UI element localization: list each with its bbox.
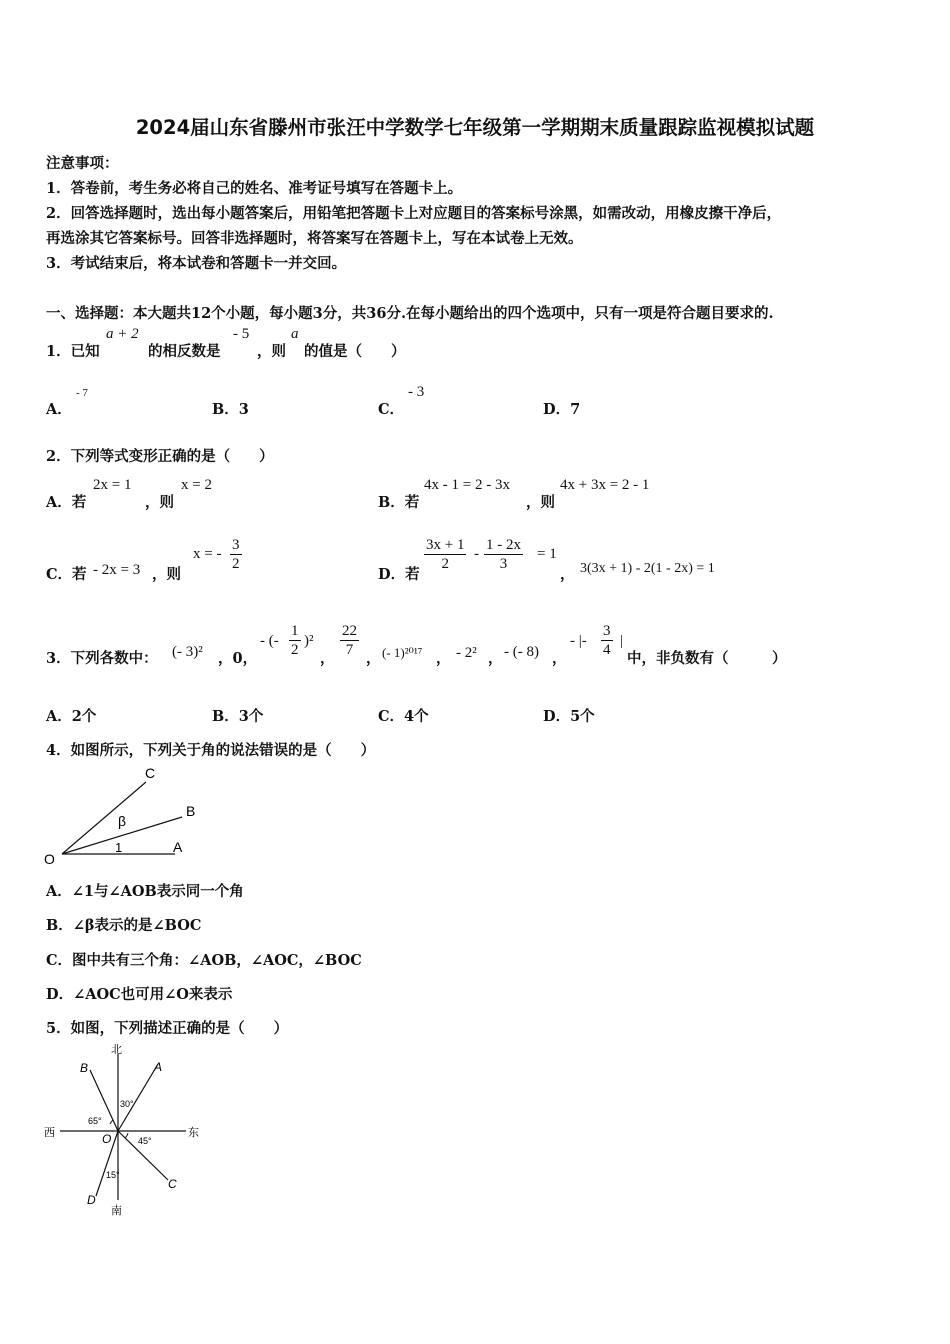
q2-d-equals: = 1 <box>537 546 557 562</box>
label-b: B <box>186 803 196 819</box>
q2-stem: 2．下列等式变形正确的是（ ） <box>46 448 274 465</box>
q1-option-b: B．3 <box>212 401 249 418</box>
label-a: A <box>173 839 183 855</box>
q3-option-a: A．2个 <box>46 708 97 725</box>
q3-term-2-denominator: 2 <box>291 642 299 658</box>
q3-term-7a: - |- <box>570 633 587 649</box>
arc-65 <box>110 1120 113 1124</box>
q3-term-7b: | <box>620 633 624 649</box>
notice-item-1: 1．答卷前，考生务必将自己的姓名、准考证号填写在答题卡上。 <box>46 180 463 197</box>
q2-d-numerator-1: 3x + 1 <box>426 537 465 553</box>
q2-b-if: B．若 <box>378 494 420 511</box>
ray-oc <box>62 782 146 854</box>
q3-option-d: D．5个 <box>543 708 595 725</box>
q3-tail: 中，非负数有（ ） <box>627 650 787 667</box>
q2-a-expr1: 2x = 1 <box>93 477 132 493</box>
q3-term-7-fraction <box>601 622 613 659</box>
notice-heading: 注意事项： <box>46 155 119 172</box>
q1-option-d: D．7 <box>543 401 581 418</box>
q3-option-b: B．3个 <box>212 708 264 725</box>
q2-b-then: ，则 <box>526 494 555 511</box>
q2-c-numerator: 3 <box>232 537 240 553</box>
q3-term-7-numerator: 3 <box>603 623 611 639</box>
label-angle-45: 45° <box>138 1136 152 1146</box>
label-b: B <box>80 1061 89 1075</box>
q2-b-expr1: 4x - 1 = 2 - 3x <box>424 477 510 493</box>
q2-d-denominator-1: 2 <box>441 556 449 572</box>
q1-part-1: 1．已知 <box>46 343 100 360</box>
q5-stem: 5．如图，下列描述正确的是（ ） <box>46 1020 289 1037</box>
q2-d-numerator-2: 1 - 2x <box>486 537 521 553</box>
q1-option-c-value: - 3 <box>408 384 425 400</box>
q1-expr-a-plus-2: a + 2 <box>106 326 139 342</box>
q3-term-3-numerator: 22 <box>342 623 357 639</box>
q3-term-6: - (- 8) <box>504 644 539 660</box>
q3-term-5: - 2² <box>456 645 477 661</box>
q2-d-fraction-2 <box>484 536 523 573</box>
q3-term-2a: - (- <box>260 633 279 649</box>
q2-d-if: D．若 <box>378 566 420 583</box>
q1-expr-neg5: - 5 <box>233 326 250 342</box>
q1-part-3: ，则 <box>257 343 286 360</box>
q2-c-expr1: - 2x = 3 <box>93 562 141 578</box>
q3-lead: 3．下列各数中： <box>46 650 158 667</box>
ray-oa <box>118 1064 158 1131</box>
q4-option-a: A．∠1与∠AOB表示同一个角 <box>46 883 244 900</box>
q2-c-if: C．若 <box>46 566 87 583</box>
q2-c-fraction <box>230 536 242 573</box>
notice-item-2b: 再选涂其它答案标号。回答非选择题时，将答案写在答题卡上，写在本试卷上无效。 <box>46 230 583 247</box>
q4-option-b: B．∠β表示的是∠BOC <box>46 917 202 934</box>
q3-option-c: C．4个 <box>378 708 429 725</box>
label-east: 东 <box>188 1127 199 1139</box>
page-title: 2024届山东省滕州市张汪中学数学七年级第一学期期末质量跟踪监视模拟试题 <box>135 116 815 139</box>
notice-item-2a: 2．回答选择题时，选出每小题答案后，用铅笔把答题卡上对应题目的答案标号涂黑，如需改动，用橡皮擦干净后， <box>46 205 782 222</box>
q2-c-denominator: 2 <box>232 556 240 572</box>
label-o: O <box>102 1132 112 1146</box>
label-north: 北 <box>111 1044 122 1056</box>
q4-option-c: C．图中共有三个角：∠AOB，∠AOC，∠BOC <box>46 952 362 969</box>
label-c: C <box>168 1177 177 1191</box>
q3-comma-5: ， <box>488 650 503 667</box>
q3-term-3-denominator: 7 <box>345 642 354 658</box>
q3-term-3-fraction <box>340 622 359 659</box>
label-a: A <box>154 1060 163 1074</box>
q1-part-4: 的值是（ ） <box>304 343 406 360</box>
label-c: C <box>145 765 156 781</box>
q3-term-4: (- 1)²⁰¹⁷ <box>382 645 423 660</box>
q2-c-then: ，则 <box>152 566 181 583</box>
label-beta: β <box>118 813 127 829</box>
label-angle-1: 1 <box>115 840 123 855</box>
q2-d-result: 3(3x + 1) - 2(1 - 2x) = 1 <box>580 561 715 576</box>
q2-a-then: ，则 <box>145 494 174 511</box>
q3-comma-1: ，0， <box>218 650 258 667</box>
q4-stem: 4．如图所示，下列关于角的说法错误的是（ ） <box>46 742 376 759</box>
q2-d-fraction-1 <box>424 536 466 573</box>
q1-expr-a: a <box>291 326 299 342</box>
q4-angle-figure <box>40 762 210 872</box>
q2-a-expr2: x = 2 <box>181 477 212 493</box>
label-d: D <box>87 1193 96 1207</box>
section-heading: 一、选择题：本大题共12个小题，每小题3分，共36分.在每小题给出的四个选项中，只有一项是符合题目要求的. <box>46 305 774 322</box>
q3-term-2b: )² <box>304 633 314 649</box>
q3-term-2-fraction <box>289 622 301 659</box>
q1-option-a-value: - 7 <box>76 387 88 399</box>
q3-term-7-denominator: 4 <box>603 642 611 658</box>
q3-comma-6: ， <box>552 650 567 667</box>
q2-c-expr2: x = - <box>193 546 222 562</box>
q3-term-2-numerator: 1 <box>291 623 299 639</box>
notice-item-3: 3．考试结束后，将本试卷和答题卡一并交回。 <box>46 255 347 272</box>
q3-comma-2: ， <box>320 650 335 667</box>
label-angle-30: 30° <box>120 1099 134 1109</box>
q3-comma-4: ， <box>436 650 451 667</box>
q2-d-comma: ， <box>560 566 575 583</box>
q2-d-minus: - <box>474 546 479 562</box>
label-south: 南 <box>111 1205 122 1217</box>
label-o: O <box>44 851 55 867</box>
label-west: 西 <box>44 1127 55 1139</box>
q3-term-1: (- 3)² <box>172 644 203 660</box>
q2-d-denominator-2: 3 <box>499 556 508 572</box>
arc-45 <box>125 1133 128 1138</box>
q4-option-d: D．∠AOC也可用∠O来表示 <box>46 986 233 1003</box>
q3-comma-3: ， <box>366 650 381 667</box>
q2-b-expr2: 4x + 3x = 2 - 1 <box>560 477 650 493</box>
label-angle-15: 15° <box>106 1170 120 1180</box>
q1-option-c-label: C． <box>378 401 405 418</box>
label-angle-65: 65° <box>88 1116 102 1126</box>
q1-option-a-label: A． <box>46 401 72 418</box>
q1-part-2: 的相反数是 <box>148 343 221 360</box>
q5-direction-figure <box>40 1040 210 1220</box>
q2-a-if: A．若 <box>46 494 87 511</box>
